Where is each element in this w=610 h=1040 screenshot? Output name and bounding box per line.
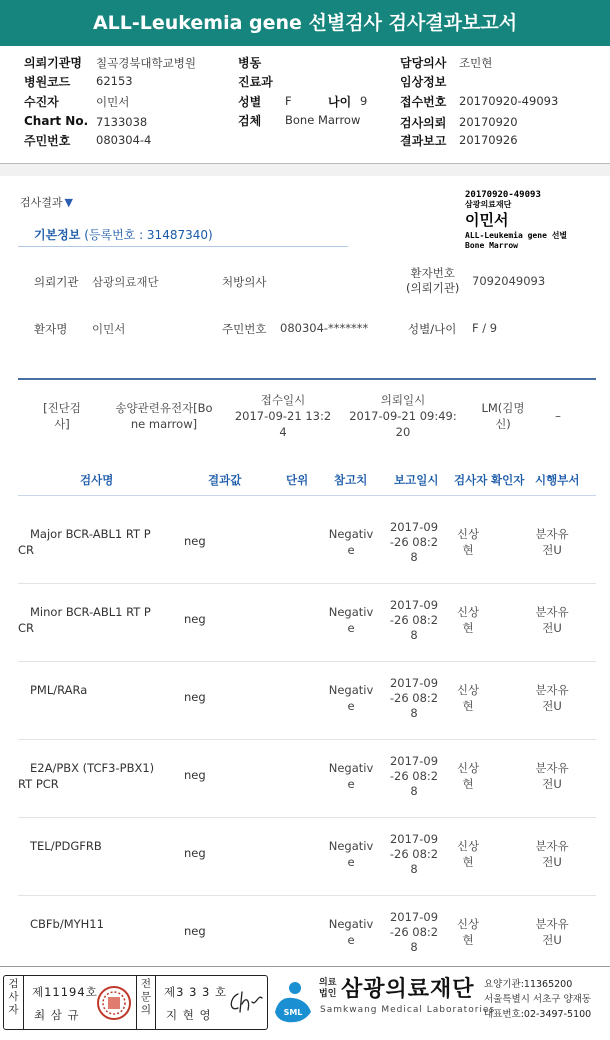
column-header: 시행부서 — [535, 473, 580, 487]
tester-name: 최 삼 규 — [34, 1008, 80, 1022]
meta-label: 수진자 — [24, 95, 59, 109]
patient-no-label: 환자번호 (의뢰기관) — [406, 266, 460, 295]
test-name-line: CR — [18, 543, 35, 557]
meta-value: 62153 — [96, 74, 133, 88]
patient-name-label: 환자명 — [34, 322, 68, 336]
report-title: ALL-Leukemia gene 선별검사 검사결과보고서 — [0, 0, 610, 46]
ssn-value: 080304-******* — [280, 321, 369, 335]
meta-label: 병원코드 — [24, 75, 71, 89]
test-name-line: Major BCR-ABL1 RT P — [30, 527, 151, 541]
meta-label: 주민번호 — [24, 134, 71, 148]
result-value: neg — [184, 924, 206, 938]
basic-info-label: 기본정보 — [34, 228, 81, 242]
report-date: 2017-09 -26 08:2 8 — [389, 832, 439, 876]
meta-label: 임상정보 — [400, 75, 447, 89]
test-name-line: CBFb/MYH11 — [30, 917, 104, 931]
corp-prefix: 의료 법인 — [319, 978, 337, 999]
report-meta — [0, 48, 610, 160]
tester-name: 신상 현 — [456, 605, 480, 635]
table-row — [8, 740, 602, 818]
summary-dash: – — [555, 409, 561, 423]
meta-value: 이민서 — [96, 95, 130, 109]
meta-label: 검사의뢰 — [400, 116, 447, 130]
reference-value: Negativ e — [328, 917, 374, 947]
summary-dept: LM(김명 신) — [481, 401, 525, 431]
summary-received-label: 접수일시 — [260, 393, 306, 407]
sex-age-value: F / 9 — [472, 321, 498, 335]
summary-test: 송양관련유전자[Bo ne marrow] — [115, 401, 213, 431]
sticker-lab: 삼광의료재단 — [465, 200, 512, 209]
reference-value: Negativ e — [328, 605, 374, 635]
seal-stamp — [96, 985, 132, 1021]
summary-requested: 2017-09-21 09:49: 20 — [349, 409, 457, 439]
meta-label: 검체 — [238, 114, 262, 128]
meta-label: 진료과 — [238, 75, 273, 89]
tester-role-label: 검 사 자 — [4, 976, 24, 1029]
reference-value: Negativ e — [328, 839, 374, 869]
report-date: 2017-09 -26 08:2 8 — [389, 598, 439, 642]
column-header: 보고일시 — [394, 473, 439, 487]
specialist-license: 제3 3 3 호 — [164, 985, 228, 999]
basic-info-heading — [34, 226, 213, 243]
divider — [18, 378, 596, 380]
corp-address: 서울특별시 서초구 양재동 — [484, 994, 591, 1005]
tester-license: 제11194호 — [32, 985, 98, 999]
divider — [0, 966, 610, 967]
result-value: neg — [184, 534, 206, 548]
test-name — [18, 682, 178, 698]
chevron-down-icon: ▼ — [64, 196, 73, 209]
meta-value: 9 — [360, 94, 368, 108]
reference-value: Negativ e — [328, 527, 374, 557]
meta-label: Chart No. — [24, 114, 89, 128]
tester-name: 신상 현 — [456, 839, 480, 869]
department: 분자유 전U — [535, 761, 569, 791]
department: 분자유 전U — [535, 527, 569, 557]
column-header: 단위 — [286, 473, 309, 487]
table-row — [8, 584, 602, 662]
table-row — [8, 818, 602, 896]
signature-mark — [226, 988, 264, 1016]
meta-value: 칠곡경북대학교병원 — [96, 56, 196, 70]
divider — [18, 246, 348, 247]
meta-label: 나이 — [328, 95, 352, 109]
meta-value: 20170926 — [459, 133, 518, 147]
sml-text: SML — [283, 1008, 303, 1017]
summary-received: 2017-09-21 13:2 4 — [234, 409, 332, 439]
institution-value: 삼광의료재단 — [92, 275, 159, 289]
specialist-name: 지 현 영 — [166, 1008, 212, 1022]
table-row — [8, 506, 602, 584]
result-panel — [8, 176, 602, 966]
test-name-line: TEL/PDGFRB — [30, 839, 102, 853]
corp-english-name: Samkwang Medical Laboratories — [320, 1005, 496, 1015]
column-header: 검사명 — [80, 473, 114, 487]
meta-label: 결과보고 — [400, 134, 447, 148]
meta-value: 7133038 — [96, 115, 148, 129]
column-header: 참고치 — [334, 473, 368, 487]
tester-name: 신상 현 — [456, 527, 480, 557]
meta-label: 성별 — [238, 95, 262, 109]
test-name — [18, 838, 178, 854]
sticker-specimen: Bone Marrow — [465, 241, 518, 250]
department: 분자유 전U — [535, 917, 569, 947]
test-name-line: RT PCR — [18, 777, 59, 791]
sml-logo-icon — [273, 978, 313, 1026]
tester-name: 신상 현 — [456, 683, 480, 713]
result-value: neg — [184, 846, 206, 860]
meta-label: 접수번호 — [400, 95, 447, 109]
patient-no-value: 7092049093 — [472, 274, 546, 288]
column-header: 검사자 — [454, 473, 488, 487]
meta-value: F — [285, 94, 292, 108]
column-header: 확인자 — [491, 473, 525, 487]
sticker-test: ALL-Leukemia gene 선별 — [465, 231, 568, 240]
patient-name-value: 이민서 — [92, 322, 126, 336]
result-value: neg — [184, 768, 206, 782]
report-date: 2017-09 -26 08:2 8 — [389, 910, 439, 954]
divider — [0, 164, 610, 176]
order-summary — [18, 390, 598, 440]
tester-name: 신상 현 — [456, 761, 480, 791]
institution-label: 의뢰기관 — [34, 275, 79, 289]
test-name — [18, 526, 178, 558]
test-name-line: PML/RARa — [30, 683, 88, 697]
divider — [18, 495, 596, 496]
test-name-line: CR — [18, 621, 35, 635]
result-toggle-label: 검사결과 — [20, 196, 63, 209]
corp-phone: 대표번호:02-3497-5100 — [484, 1009, 592, 1020]
reference-value: Negativ e — [328, 761, 374, 791]
department: 분자유 전U — [535, 839, 569, 869]
reference-value: Negativ e — [328, 683, 374, 713]
sex-age-label: 성별/나이 — [408, 322, 457, 336]
report-date: 2017-09 -26 08:2 8 — [389, 754, 439, 798]
meta-value: 080304-4 — [96, 133, 152, 147]
meta-value: 20170920-49093 — [459, 94, 559, 108]
report-date: 2017-09 -26 08:2 8 — [389, 676, 439, 720]
sticker-patient: 이민서 — [465, 211, 509, 229]
registration-number: (등록번호 : 31487340) — [84, 228, 213, 242]
corp-contact — [484, 977, 591, 1022]
meta-label: 담당의사 — [400, 56, 447, 70]
result-toggle[interactable] — [20, 194, 73, 210]
summary-diagnosis: [진단검 사] — [43, 401, 81, 431]
tester-name: 신상 현 — [456, 917, 480, 947]
test-name-line: Minor BCR-ABL1 RT P — [30, 605, 151, 619]
column-header: 결과값 — [208, 473, 242, 487]
test-name — [18, 760, 178, 792]
meta-value: Bone Marrow — [285, 113, 361, 127]
result-value: neg — [184, 612, 206, 626]
doctor-label: 처방의사 — [222, 275, 267, 289]
institution-code: 요양기관:11365200 — [484, 979, 573, 990]
summary-requested-label: 의뢰일시 — [380, 393, 426, 407]
table-row — [8, 896, 602, 974]
report-date: 2017-09 -26 08:2 8 — [389, 520, 439, 564]
result-value: neg — [184, 690, 206, 704]
department: 분자유 전U — [535, 605, 569, 635]
specialist-role-label: 전 문 의 — [136, 976, 156, 1029]
test-name — [18, 916, 178, 932]
test-name — [18, 604, 178, 636]
table-row — [8, 662, 602, 740]
signature-box — [3, 975, 268, 1030]
meta-label: 의뢰기관명 — [24, 56, 82, 70]
meta-value: 20170920 — [459, 115, 518, 129]
department: 분자유 전U — [535, 683, 569, 713]
meta-label: 병동 — [238, 56, 262, 70]
sticker-accession: 20170920-49093 — [465, 190, 541, 200]
test-name-line: E2A/PBX (TCF3-PBX1) — [30, 761, 155, 775]
specimen-label — [463, 190, 601, 260]
corp-name: 삼광의료재단 — [341, 977, 475, 1002]
meta-value: 조민현 — [459, 56, 493, 70]
ssn-label: 주민번호 — [222, 322, 267, 336]
